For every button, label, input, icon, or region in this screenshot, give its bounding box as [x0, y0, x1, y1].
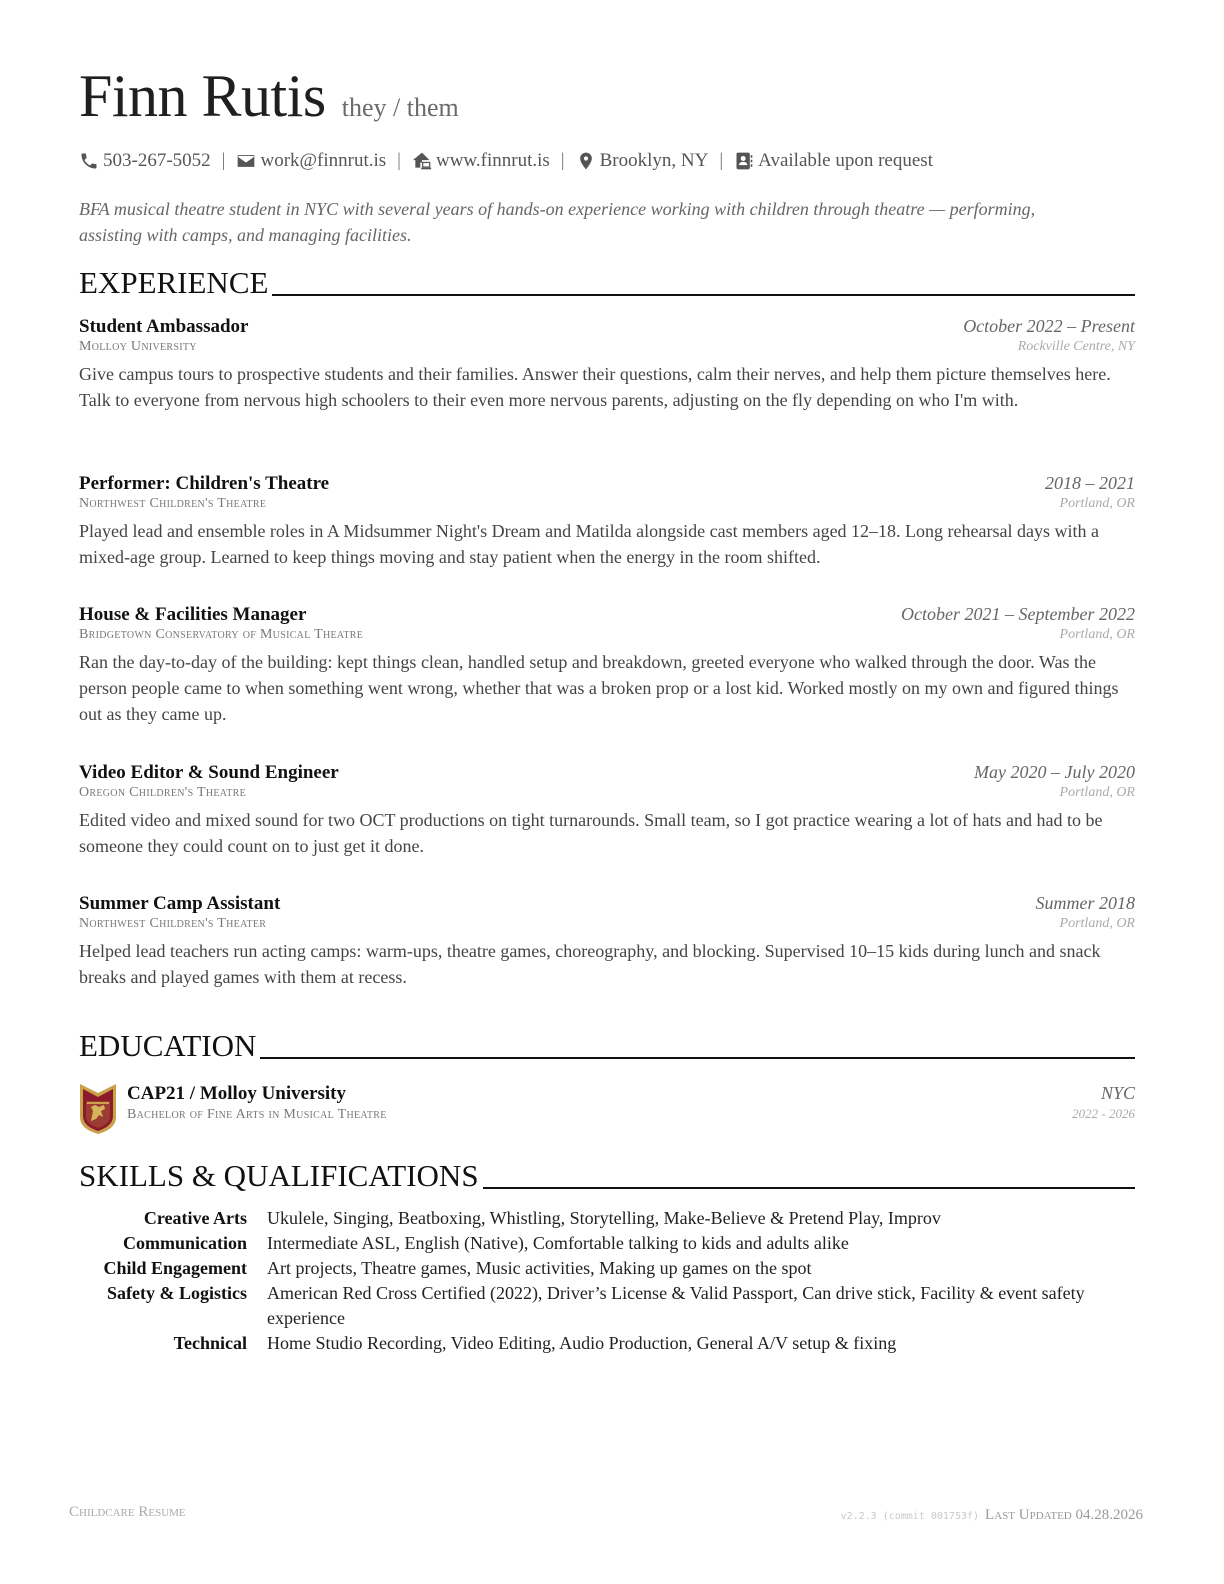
full-name: Finn Rutis: [79, 63, 326, 129]
job-dates: October 2021 – September 2022: [901, 604, 1135, 624]
education-entry: [79, 1083, 1135, 1135]
employer: Molloy University: [79, 339, 197, 354]
section-title: EDUCATION: [79, 1028, 257, 1063]
section-rule: [272, 294, 1135, 296]
employer: Northwest Children's Theatre: [79, 496, 267, 511]
skill-items: Ukulele, Singing, Beatboxing, Whistling, Storytelling, Make-Believe & Pretend Play, Improv: [267, 1208, 941, 1228]
profile-summary: BFA musical theatre student in NYC with several years of hands-on experience working with children through theatre — performing, assisting with camps, and managing facilities.: [79, 199, 1036, 245]
contact-bar: [79, 150, 933, 172]
job-description: Played lead and ensemble roles in A Midsummer Night's Dream and Matilda alongside cast members aged 12–18. Long rehearsal days with a mixed-age group. Learned to keep things moving and stay patient when the energy in the room shifted.: [79, 521, 1099, 567]
pronouns: they / them: [341, 93, 459, 122]
skill-row: [79, 1281, 1135, 1331]
map-pin-icon: [576, 151, 596, 171]
employer: Northwest Children's Theater: [79, 916, 267, 931]
section-rule: [260, 1057, 1135, 1059]
skill-items: Intermediate ASL, English (Native), Comfortable talking to kids and adults alike: [267, 1233, 849, 1253]
job-dates: October 2022 – Present: [963, 316, 1135, 336]
contact-references: [734, 150, 933, 172]
skill-row: [79, 1231, 1135, 1256]
job-dates: Summer 2018: [1035, 893, 1135, 913]
skill-category: Safety & Logistics: [107, 1283, 247, 1303]
job-location: Portland, OR: [1059, 496, 1135, 511]
job-title: Summer Camp Assistant: [79, 893, 281, 914]
job-location: Portland, OR: [1059, 627, 1135, 642]
job-location: Portland, OR: [1059, 916, 1135, 931]
contact-website[interactable]: [412, 150, 550, 172]
university-crest-icon: [79, 1083, 117, 1135]
skills-table: [79, 1206, 1135, 1356]
degree: Bachelor of Fine Arts in Musical Theatre: [127, 1107, 387, 1122]
experience-entry: [79, 316, 1135, 413]
employer: Oregon Children's Theatre: [79, 785, 246, 800]
experience-section-heading: [79, 265, 1135, 300]
skill-row: [79, 1206, 1135, 1231]
experience-entry: [79, 604, 1135, 727]
footer-document-title: Childcare Resume: [69, 1504, 186, 1520]
experience-entry: [79, 893, 1135, 990]
skill-category: Communication: [122, 1233, 247, 1253]
home-laptop-icon: [412, 151, 432, 171]
education-dates: 2022 - 2026: [1072, 1106, 1135, 1121]
skill-row: [79, 1331, 1135, 1356]
contact-website-text: www.finnrut.is: [435, 150, 550, 171]
skill-category: Creative Arts: [143, 1208, 247, 1228]
separator: |: [221, 150, 226, 171]
experience-entry: [79, 762, 1135, 859]
envelope-icon: [236, 151, 256, 171]
school-location: NYC: [1100, 1083, 1135, 1103]
footer-last-updated: Last Updated 04.28.2026: [985, 1507, 1143, 1523]
separator: |: [560, 150, 565, 171]
job-title: Video Editor & Sound Engineer: [79, 762, 339, 783]
experience-entry: [79, 473, 1135, 570]
section-title: EXPERIENCE: [79, 265, 269, 300]
job-title: Performer: Children's Theatre: [79, 473, 330, 494]
job-location: Portland, OR: [1059, 785, 1135, 800]
skill-category: Technical: [173, 1333, 247, 1353]
job-description: Helped lead teachers run acting camps: warm-ups, theatre games, choreography, and blocking. Supervised 10–15 kids during lunch and snack breaks and played games with them at recess.: [79, 941, 1101, 987]
phone-icon: [79, 151, 99, 171]
skill-items: American Red Cross Certified (2022), Driver’s License & Valid Passport, Can drive stick, Facility & event safety experience: [267, 1283, 1085, 1328]
name-header: [79, 62, 459, 131]
skills-section-heading: [79, 1158, 1135, 1193]
contact-phone[interactable]: [79, 150, 211, 172]
job-dates: May 2020 – July 2020: [974, 762, 1135, 782]
section-title: SKILLS & QUALIFICATIONS: [79, 1158, 479, 1193]
job-title: Student Ambassador: [79, 316, 249, 337]
job-description: Give campus tours to prospective students and their families. Answer their questions, calm their nerves, and help them picture themselves here. Talk to everyone from nervous high schoolers to their even more nervous parents, adjusting on the fly depending on who I'm with.: [79, 364, 1111, 410]
skill-items: Art projects, Theatre games, Music activities, Making up games on the spot: [267, 1258, 812, 1278]
job-description: Ran the day-to-day of the building: kept things clean, handled setup and breakdown, greeted everyone who walked through the door. Was the person people came to when something went wrong, whether that was a broken prop or a lost kid. Worked mostly on my own and figured things out as they came up.: [79, 652, 1119, 724]
skill-row: [79, 1256, 1135, 1281]
footer-version: v2.2.3 (commit 001753f): [840, 1511, 980, 1522]
address-book-icon: [734, 151, 754, 171]
contact-location: [576, 150, 709, 172]
school-name: CAP21 / Molloy University: [127, 1083, 347, 1104]
contact-phone-text: 503-267-5052: [103, 150, 211, 171]
footer-meta: [841, 1507, 1143, 1524]
contact-email[interactable]: [236, 150, 386, 172]
job-title: House & Facilities Manager: [79, 604, 307, 625]
contact-email-text: work@finnrut.is: [260, 150, 387, 171]
job-description: Edited video and mixed sound for two OCT productions on tight turnarounds. Small team, so I got practice wearing a lot of hats and had to be someone they could count on to just get it done.: [79, 810, 1103, 856]
separator: |: [397, 150, 401, 171]
separator: |: [719, 150, 724, 171]
section-rule: [483, 1187, 1135, 1189]
contact-location-text: Brooklyn, NY: [599, 150, 709, 171]
job-dates: 2018 – 2021: [1045, 473, 1135, 493]
job-location: Rockville Centre, NY: [1017, 339, 1135, 354]
education-section-heading: [79, 1028, 1135, 1063]
skill-items: Home Studio Recording, Video Editing, Audio Production, General A/V setup & fixing: [267, 1333, 897, 1353]
employer: Bridgetown Conservatory of Musical Theatre: [79, 627, 364, 642]
skill-category: Child Engagement: [103, 1258, 247, 1278]
contact-references-text: Available upon request: [758, 150, 933, 171]
